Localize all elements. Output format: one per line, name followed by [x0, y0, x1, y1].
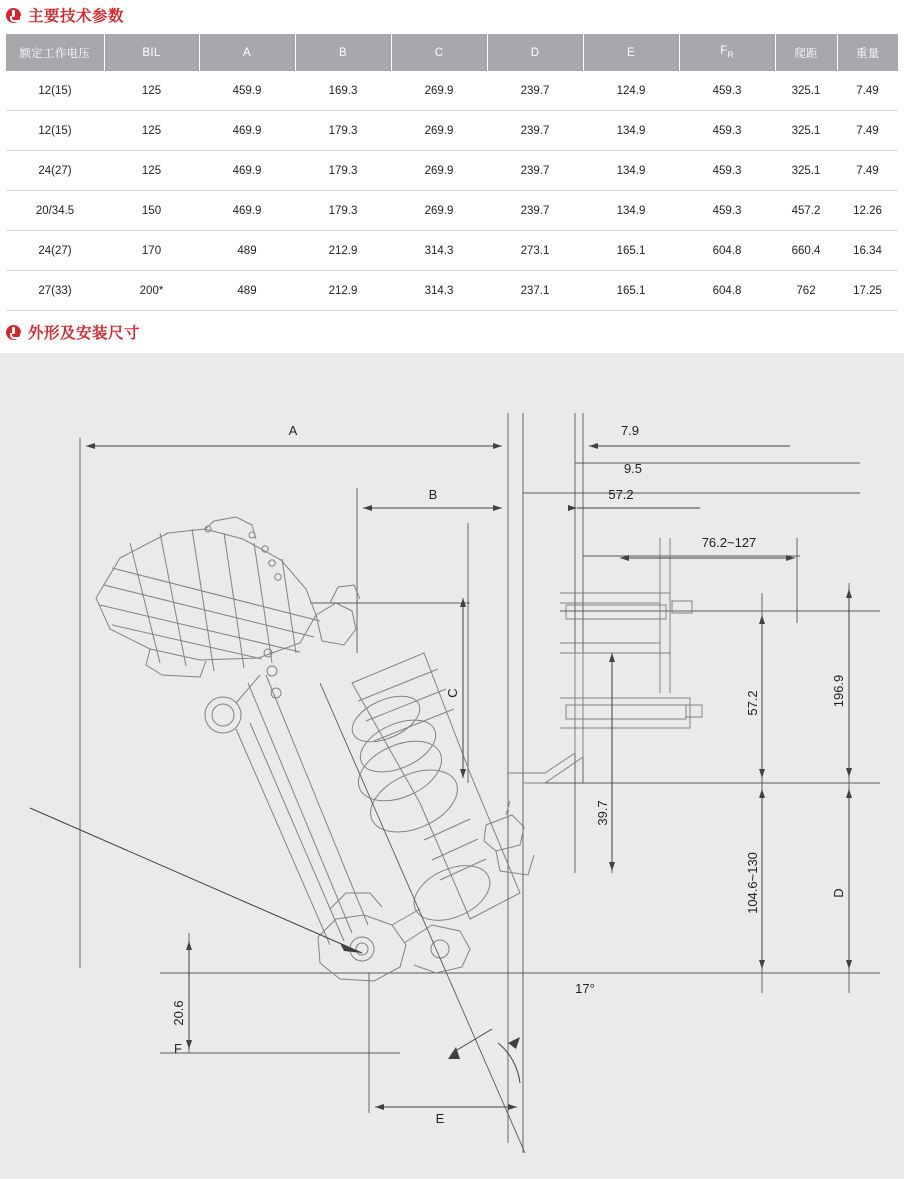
page-title: 主要技术参数	[28, 8, 125, 25]
cell-fr: 459.3	[679, 71, 775, 111]
info-bulb-icon	[6, 8, 21, 23]
cell-voltage: 24(27)	[6, 231, 104, 271]
col-header-d: D	[487, 34, 583, 71]
cell-creepage: 660.4	[775, 231, 837, 271]
table-row	[6, 191, 898, 231]
cell-fr: 459.3	[679, 151, 775, 191]
cell-e: 134.9	[583, 111, 679, 151]
spec-table-container	[0, 30, 904, 311]
cell-bil: 125	[104, 151, 199, 191]
table-row	[6, 111, 898, 151]
dimensions-section-header	[0, 317, 904, 347]
label-196-9: 196.9	[831, 674, 846, 708]
cell-fr: 604.8	[679, 271, 775, 311]
col-header-fr: $F_R$	[679, 34, 775, 71]
technical-drawing	[0, 353, 904, 1179]
cell-c: 269.9	[391, 151, 487, 191]
label-dim-c: C	[445, 688, 460, 698]
cell-c: 314.3	[391, 231, 487, 271]
table-row	[6, 71, 898, 111]
table-row	[6, 231, 898, 271]
cell-b: 169.3	[295, 71, 391, 111]
cell-weight: 12.26	[837, 191, 898, 231]
cell-voltage: 12(15)	[6, 111, 104, 151]
cell-fr: 459.3	[679, 111, 775, 151]
cell-c: 269.9	[391, 191, 487, 231]
col-header-a: A	[199, 34, 295, 71]
cell-bil: 150	[104, 191, 199, 231]
cell-voltage: 24(27)	[6, 151, 104, 191]
cell-a: 459.9	[199, 71, 295, 111]
label-76-127: 76.2~127	[701, 535, 757, 550]
mounting-bracket	[508, 538, 702, 783]
label-dim-d: D	[831, 888, 846, 898]
cell-voltage: 20/34.5	[6, 191, 104, 231]
label-39-7: 39.7	[595, 800, 610, 826]
label-9-5: 9.5	[623, 461, 643, 476]
table-row	[6, 271, 898, 311]
cell-weight: 7.49	[837, 151, 898, 191]
cell-d: 239.7	[487, 191, 583, 231]
cell-d: 239.7	[487, 71, 583, 111]
table-header-row	[6, 34, 898, 71]
cell-b: 212.9	[295, 231, 391, 271]
cell-e: 134.9	[583, 151, 679, 191]
cell-creepage: 457.2	[775, 191, 837, 231]
cell-e: 134.9	[583, 191, 679, 231]
cell-fr: 604.8	[679, 231, 775, 271]
cell-bil: 125	[104, 111, 199, 151]
cell-b: 179.3	[295, 191, 391, 231]
specs-section-header	[0, 0, 904, 30]
horizontal-extension-lines	[160, 463, 880, 1053]
cell-creepage: 325.1	[775, 71, 837, 111]
cell-a: 489	[199, 271, 295, 311]
label-dim-e: E	[435, 1111, 445, 1126]
cell-voltage: 12(15)	[6, 71, 104, 111]
label-dim-b: B	[428, 487, 438, 502]
col-header-bil: BIL	[104, 34, 199, 71]
cell-c: 269.9	[391, 71, 487, 111]
table-row	[6, 151, 898, 191]
cell-d: 237.1	[487, 271, 583, 311]
label-angle: 17°	[575, 981, 595, 996]
cell-bil: 170	[104, 231, 199, 271]
cell-creepage: 325.1	[775, 111, 837, 151]
cell-weight: 17.25	[837, 271, 898, 311]
cell-creepage: 325.1	[775, 151, 837, 191]
col-header-creepage: 爬距	[775, 34, 837, 71]
cell-fr: 459.3	[679, 191, 775, 231]
label-57-2-vertical: 57.2	[745, 690, 760, 716]
cell-a: 469.9	[199, 151, 295, 191]
col-header-voltage: 额定工作电压	[6, 34, 104, 71]
dimension-drawing-panel	[0, 353, 904, 1179]
cell-b: 212.9	[295, 271, 391, 311]
col-header-fr-subscript: R	[727, 50, 734, 60]
angle-indicator	[448, 1029, 520, 1083]
label-dim-a: A	[288, 423, 298, 438]
cell-e: 165.1	[583, 231, 679, 271]
col-header-weight: 重量	[837, 34, 898, 71]
label-20-6: 20.6	[171, 1000, 186, 1026]
spec-table	[6, 34, 898, 311]
cell-creepage: 762	[775, 271, 837, 311]
cell-a: 469.9	[199, 111, 295, 151]
dimensions-title: 外形及安装尺寸	[28, 325, 141, 342]
label-57-2-top: 57.2	[608, 487, 634, 502]
cell-bil: 125	[104, 71, 199, 111]
col-header-c: C	[391, 34, 487, 71]
cell-a: 469.9	[199, 191, 295, 231]
cell-c: 269.9	[391, 111, 487, 151]
cell-weight: 7.49	[837, 111, 898, 151]
label-7-9: 7.9	[620, 423, 640, 438]
cell-weight: 7.49	[837, 71, 898, 111]
col-header-e: E	[583, 34, 679, 71]
cell-weight: 16.34	[837, 231, 898, 271]
label-dim-f: F	[174, 1041, 182, 1056]
cell-d: 239.7	[487, 151, 583, 191]
col-header-b: B	[295, 34, 391, 71]
tilt-axis	[320, 683, 525, 1153]
cell-voltage: 27(33)	[6, 271, 104, 311]
cell-b: 179.3	[295, 111, 391, 151]
label-104-130: 104.6~130	[745, 852, 760, 914]
cell-d: 273.1	[487, 231, 583, 271]
cell-bil: 200*	[104, 271, 199, 311]
cell-e: 124.9	[583, 71, 679, 111]
cell-d: 239.7	[487, 111, 583, 151]
cell-b: 179.3	[295, 151, 391, 191]
cell-e: 165.1	[583, 271, 679, 311]
cell-a: 489	[199, 231, 295, 271]
info-bulb-icon	[6, 325, 21, 340]
cell-c: 314.3	[391, 271, 487, 311]
